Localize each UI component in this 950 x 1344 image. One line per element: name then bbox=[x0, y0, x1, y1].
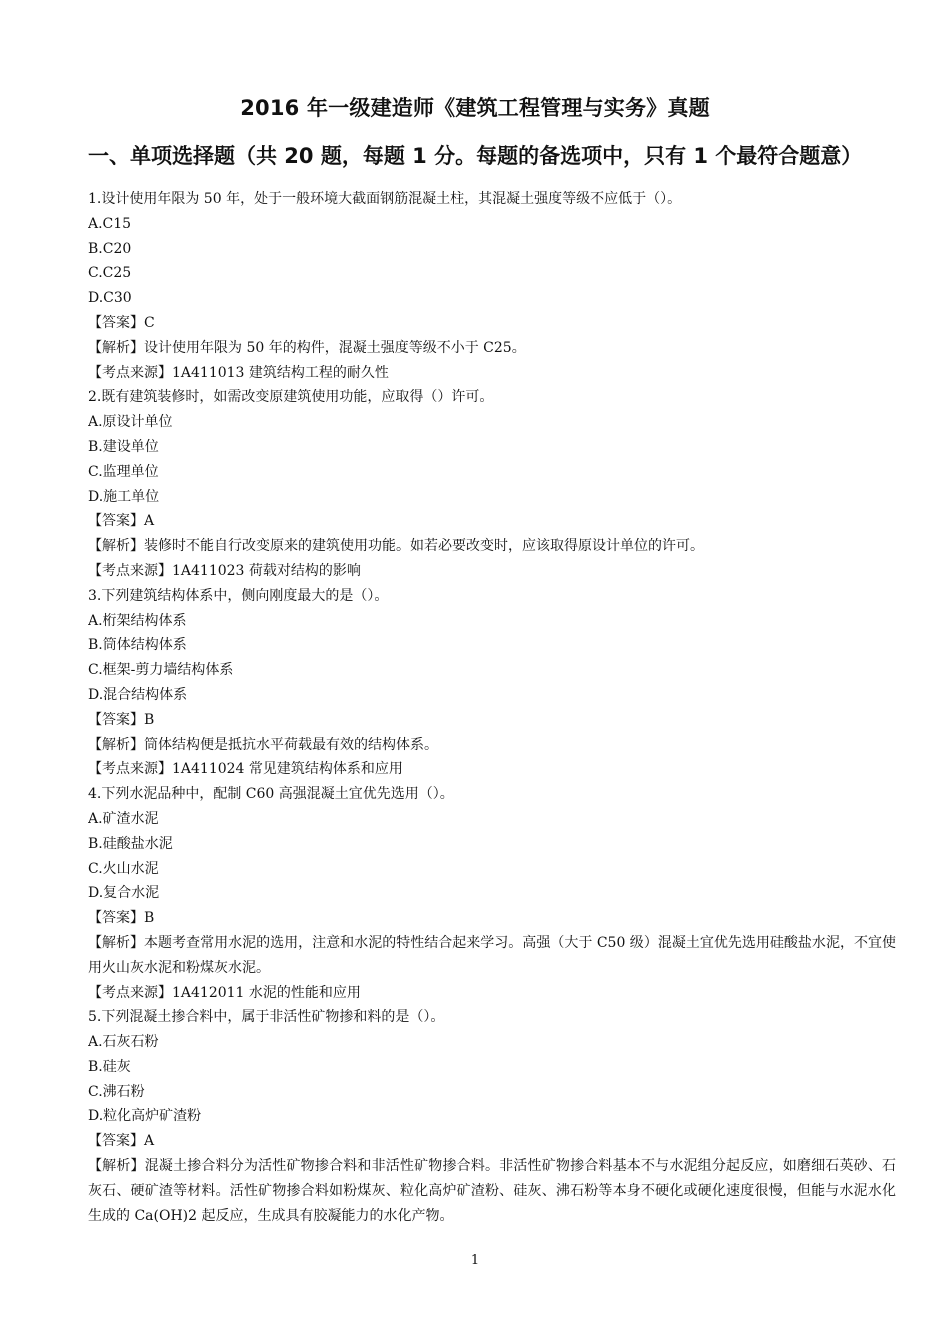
question-stem: 1.设计使用年限为 50 年，处于一般环境大截面钢筋混凝土柱，其混凝土强度等级不应低于（）。 bbox=[88, 191, 682, 207]
option-d: D.复合水泥 bbox=[88, 885, 160, 902]
option-c: C.火山水泥 bbox=[88, 860, 159, 877]
document-title: 2016 年一级建造师《建筑工程管理与实务》真题 bbox=[240, 96, 710, 120]
question-3 bbox=[88, 584, 896, 782]
source: 【考点来源】1A411013 建筑结构工程的耐久性 bbox=[88, 364, 389, 381]
option-a: A.原设计单位 bbox=[88, 414, 173, 431]
option-b: B.筒体结构体系 bbox=[88, 637, 187, 654]
answer: 【答案】C bbox=[88, 314, 155, 331]
question-1 bbox=[88, 187, 896, 385]
analysis: 【解析】装修时不能自行改变原来的建筑使用功能。如若必要改变时，应该取得原设计单位的许可。 bbox=[88, 538, 704, 555]
question-4 bbox=[88, 782, 896, 1005]
option-c: C.C25 bbox=[88, 265, 132, 282]
answer: 【答案】B bbox=[88, 711, 155, 728]
question-stem: 2.既有建筑装修时，如需改变原建筑使用功能，应取得（）许可。 bbox=[88, 389, 494, 406]
page-number: 1 bbox=[470, 1253, 480, 1268]
question-stem: 3.下列建筑结构体系中，侧向刚度最大的是（）。 bbox=[88, 587, 389, 604]
question-2 bbox=[88, 385, 896, 583]
option-a: A.矿渣水泥 bbox=[88, 810, 159, 827]
analysis: 【解析】本题考查常用水泥的选用，注意和水泥的特性结合起来学习。高强（大于 C50 级）混凝土宜优先选用硅酸盐水泥，不宜使用火山灰水泥和粉煤灰水泥。 bbox=[88, 934, 896, 976]
option-c: C.监理单位 bbox=[88, 463, 159, 480]
option-b: B.硅酸盐水泥 bbox=[88, 835, 173, 852]
option-d: D.施工单位 bbox=[88, 488, 160, 505]
option-a: A.C15 bbox=[88, 215, 132, 232]
option-b: B.硅灰 bbox=[88, 1058, 131, 1075]
option-c: C.沸石粉 bbox=[88, 1083, 145, 1100]
answer: 【答案】A bbox=[88, 1133, 155, 1150]
option-a: A.桁架结构体系 bbox=[88, 612, 187, 629]
source: 【考点来源】1A411023 荷载对结构的影响 bbox=[88, 562, 361, 579]
answer: 【答案】A bbox=[88, 513, 155, 530]
question-stem: 5.下列混凝土掺合料中，属于非活性矿物掺和料的是（）。 bbox=[88, 1009, 445, 1026]
analysis: 【解析】混凝土掺合料分为活性矿物掺合料和非活性矿物掺合料。非活性矿物掺合料基本不与水泥组分起反应，如磨细石英砂、石灰石、硬矿渣等材料。活性矿物掺合料如粉煤灰、粒化高炉矿渣粉、硅灰、沸石粉等本身不硬化或硬化速度很慢，但能与水泥水化生成的 Ca(OH)2 起反应，生成具有胶凝能力的水化产物。 bbox=[88, 1158, 896, 1224]
option-d: D.粒化高炉矿渣粉 bbox=[88, 1108, 202, 1125]
source: 【考点来源】1A412011 水泥的性能和应用 bbox=[88, 984, 361, 1001]
option-d: D.混合结构体系 bbox=[88, 686, 188, 703]
question-list bbox=[88, 187, 896, 1228]
analysis: 【解析】设计使用年限为 50 年的构件，混凝土强度等级不小于 C25。 bbox=[88, 339, 526, 356]
option-a: A.石灰石粉 bbox=[88, 1034, 159, 1051]
answer: 【答案】B bbox=[88, 910, 155, 927]
option-b: B.C20 bbox=[88, 240, 132, 257]
option-d: D.C30 bbox=[88, 290, 132, 307]
question-5 bbox=[88, 1005, 896, 1228]
section-heading: 一、单项选择题（共 20 题，每题 1 分。每题的备选项中，只有 1 个最符合题意） bbox=[88, 144, 863, 168]
analysis: 【解析】筒体结构便是抵抗水平荷载最有效的结构体系。 bbox=[88, 736, 438, 753]
option-c: C.框架-剪力墙结构体系 bbox=[88, 662, 234, 679]
question-stem: 4.下列水泥品种中，配制 C60 高强混凝土宜优先选用（）。 bbox=[88, 786, 454, 803]
source: 【考点来源】1A411024 常见建筑结构体系和应用 bbox=[88, 761, 403, 778]
option-b: B.建设单位 bbox=[88, 438, 159, 455]
